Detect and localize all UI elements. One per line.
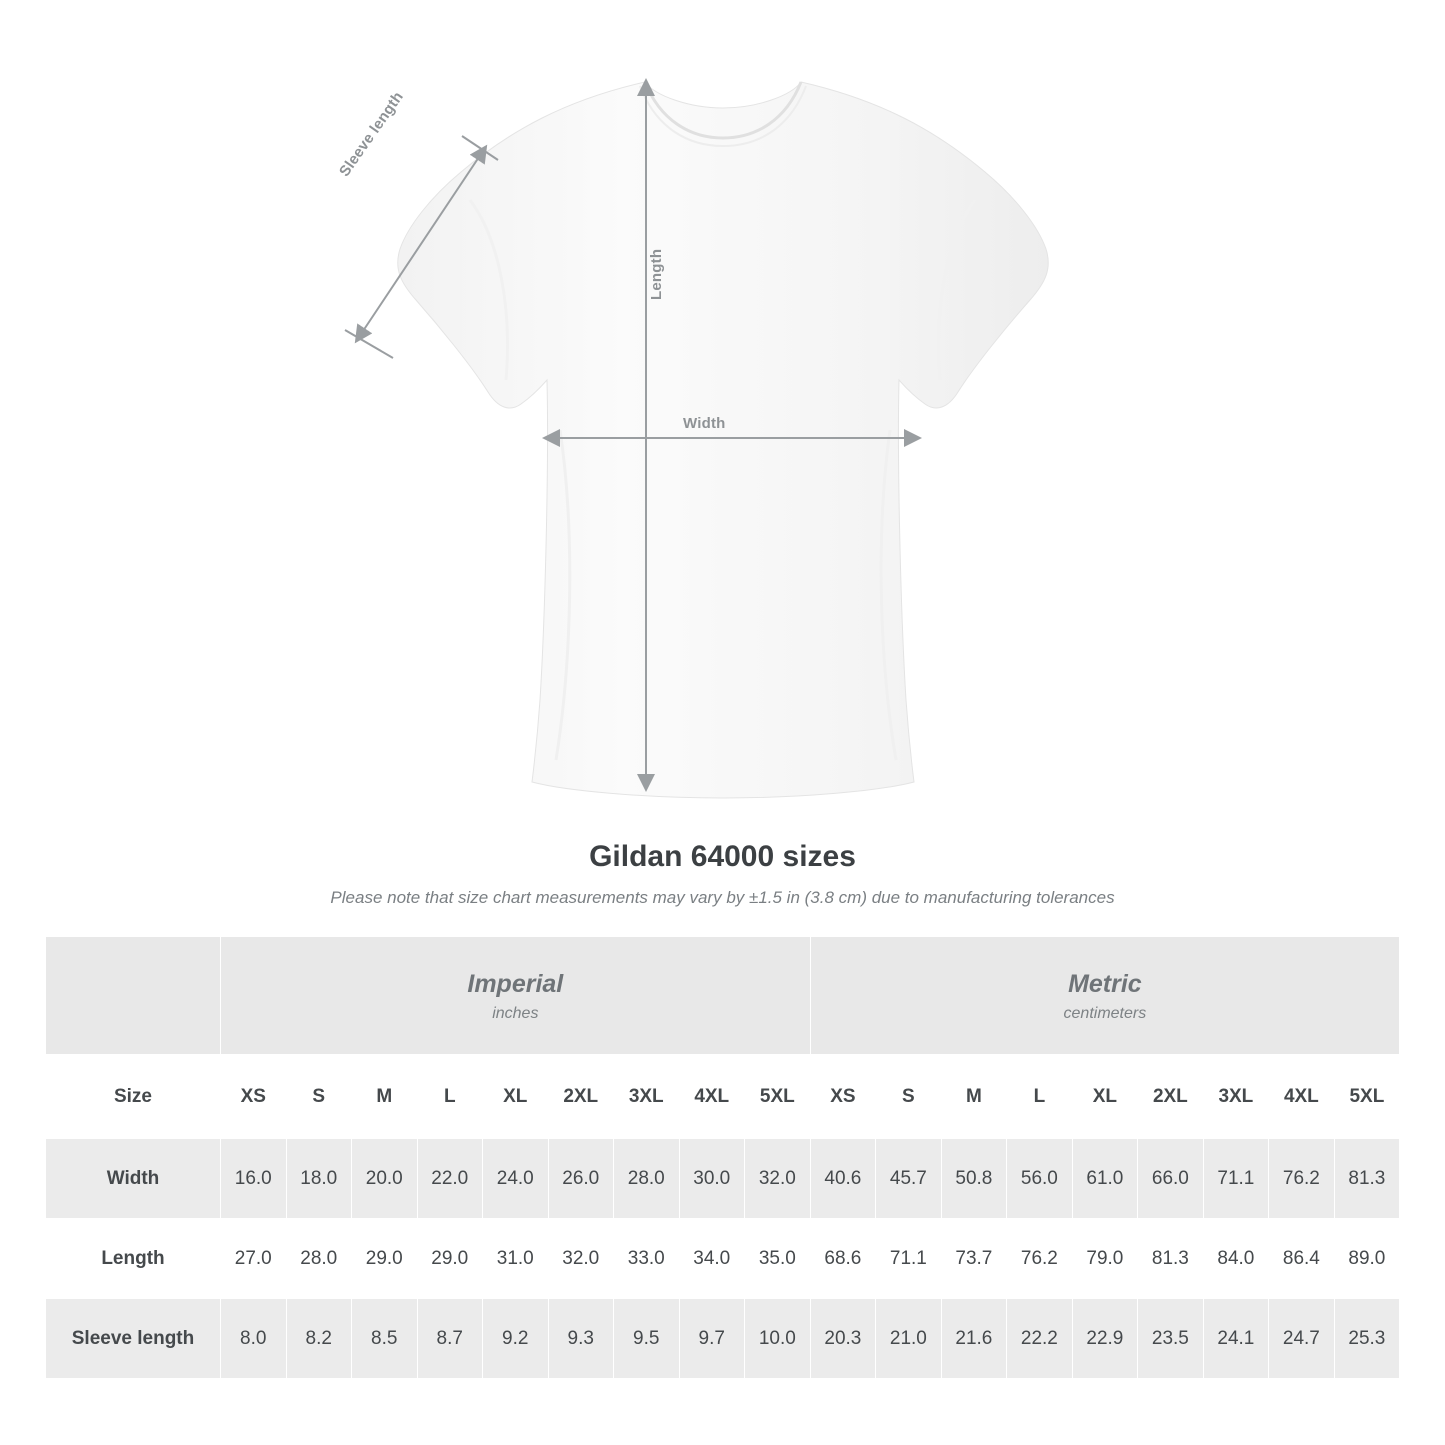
cell: 29.0 xyxy=(352,1219,418,1299)
row-label-width: Width xyxy=(46,1139,221,1219)
cell: 9.2 xyxy=(483,1299,549,1379)
cell: 31.0 xyxy=(483,1219,549,1299)
cell: 22.9 xyxy=(1072,1299,1138,1379)
row-label-length: Length xyxy=(46,1219,221,1299)
size-header-cell: S xyxy=(286,1055,352,1139)
cell: 76.2 xyxy=(1007,1219,1073,1299)
unit-name-imperial: Imperial xyxy=(467,969,564,998)
cell: 45.7 xyxy=(876,1139,942,1219)
size-header-cell: 2XL xyxy=(548,1055,614,1139)
cell: 28.0 xyxy=(614,1139,680,1219)
cell: 24.7 xyxy=(1269,1299,1335,1379)
size-header-cell: XS xyxy=(221,1055,287,1139)
cell: 61.0 xyxy=(1072,1139,1138,1219)
cell: 34.0 xyxy=(679,1219,745,1299)
size-table xyxy=(45,936,1400,1379)
cell: 16.0 xyxy=(221,1139,287,1219)
cell: 81.3 xyxy=(1334,1139,1400,1219)
unit-name-metric: Metric xyxy=(1068,969,1142,998)
cell: 8.2 xyxy=(286,1299,352,1379)
cell: 35.0 xyxy=(745,1219,811,1299)
cell: 8.0 xyxy=(221,1299,287,1379)
size-header-cell: 4XL xyxy=(1269,1055,1335,1139)
size-header-cell: 4XL xyxy=(679,1055,745,1139)
cell: 9.7 xyxy=(679,1299,745,1379)
size-header-cell: 3XL xyxy=(1203,1055,1269,1139)
size-header-cell: L xyxy=(1007,1055,1073,1139)
cell: 89.0 xyxy=(1334,1219,1400,1299)
size-header-row xyxy=(46,1055,1400,1139)
cell: 29.0 xyxy=(417,1219,483,1299)
cell: 23.5 xyxy=(1138,1299,1204,1379)
cell: 27.0 xyxy=(221,1219,287,1299)
row-label-sleeve-length: Sleeve length xyxy=(46,1299,221,1379)
cell: 22.2 xyxy=(1007,1299,1073,1379)
size-header-cell: M xyxy=(941,1055,1007,1139)
cell: 81.3 xyxy=(1138,1219,1204,1299)
cell: 32.0 xyxy=(548,1219,614,1299)
unit-header-spacer xyxy=(46,937,221,1055)
cell: 71.1 xyxy=(876,1219,942,1299)
cell: 86.4 xyxy=(1269,1219,1335,1299)
size-header-cell: L xyxy=(417,1055,483,1139)
size-header-cell: XL xyxy=(1072,1055,1138,1139)
length-dimension-label: Length xyxy=(648,248,665,300)
cell: 8.7 xyxy=(417,1299,483,1379)
table-row xyxy=(46,1139,1400,1219)
unit-header-imperial xyxy=(221,937,811,1055)
size-header-cell: S xyxy=(876,1055,942,1139)
cell: 25.3 xyxy=(1334,1299,1400,1379)
unit-header-row xyxy=(46,937,1400,1055)
cell: 50.8 xyxy=(941,1139,1007,1219)
table-row xyxy=(46,1299,1400,1379)
size-table-wrap xyxy=(45,936,1400,1379)
cell: 71.1 xyxy=(1203,1139,1269,1219)
cell: 28.0 xyxy=(286,1219,352,1299)
cell: 66.0 xyxy=(1138,1139,1204,1219)
title-block xyxy=(0,840,1445,908)
tolerance-note: Please note that size chart measurements may vary by ±1.5 in (3.8 cm) due to manufacturing tolerances xyxy=(330,888,1115,907)
cell: 84.0 xyxy=(1203,1219,1269,1299)
cell: 76.2 xyxy=(1269,1139,1335,1219)
page-title: Gildan 64000 sizes xyxy=(589,840,856,873)
cell: 20.0 xyxy=(352,1139,418,1219)
cell: 40.6 xyxy=(810,1139,876,1219)
size-header-cell: 3XL xyxy=(614,1055,680,1139)
width-dimension-label: Width xyxy=(683,415,726,432)
size-header-cell: 5XL xyxy=(745,1055,811,1139)
table-row xyxy=(46,1219,1400,1299)
cell: 24.1 xyxy=(1203,1299,1269,1379)
size-header-cell: 2XL xyxy=(1138,1055,1204,1139)
sleeve-length-dimension-label: Sleeve length xyxy=(336,88,407,180)
cell: 33.0 xyxy=(614,1219,680,1299)
cell: 10.0 xyxy=(745,1299,811,1379)
unit-sub-imperial: inches xyxy=(492,1004,539,1022)
cell: 21.0 xyxy=(876,1299,942,1379)
cell: 24.0 xyxy=(483,1139,549,1219)
cell: 22.0 xyxy=(417,1139,483,1219)
cell: 26.0 xyxy=(548,1139,614,1219)
cell: 9.3 xyxy=(548,1299,614,1379)
cell: 73.7 xyxy=(941,1219,1007,1299)
cell: 9.5 xyxy=(614,1299,680,1379)
cell: 8.5 xyxy=(352,1299,418,1379)
size-header-cell: XL xyxy=(483,1055,549,1139)
cell: 21.6 xyxy=(941,1299,1007,1379)
cell: 20.3 xyxy=(810,1299,876,1379)
size-header-cell: 5XL xyxy=(1334,1055,1400,1139)
cell: 68.6 xyxy=(810,1219,876,1299)
size-header-cell: M xyxy=(352,1055,418,1139)
cell: 32.0 xyxy=(745,1139,811,1219)
cell: 30.0 xyxy=(679,1139,745,1219)
cell: 79.0 xyxy=(1072,1219,1138,1299)
unit-header-metric xyxy=(810,937,1400,1055)
size-header-label: Size xyxy=(46,1055,221,1139)
unit-sub-metric: centimeters xyxy=(1063,1004,1147,1022)
size-header-cell: XS xyxy=(810,1055,876,1139)
cell: 56.0 xyxy=(1007,1139,1073,1219)
cell: 18.0 xyxy=(286,1139,352,1219)
